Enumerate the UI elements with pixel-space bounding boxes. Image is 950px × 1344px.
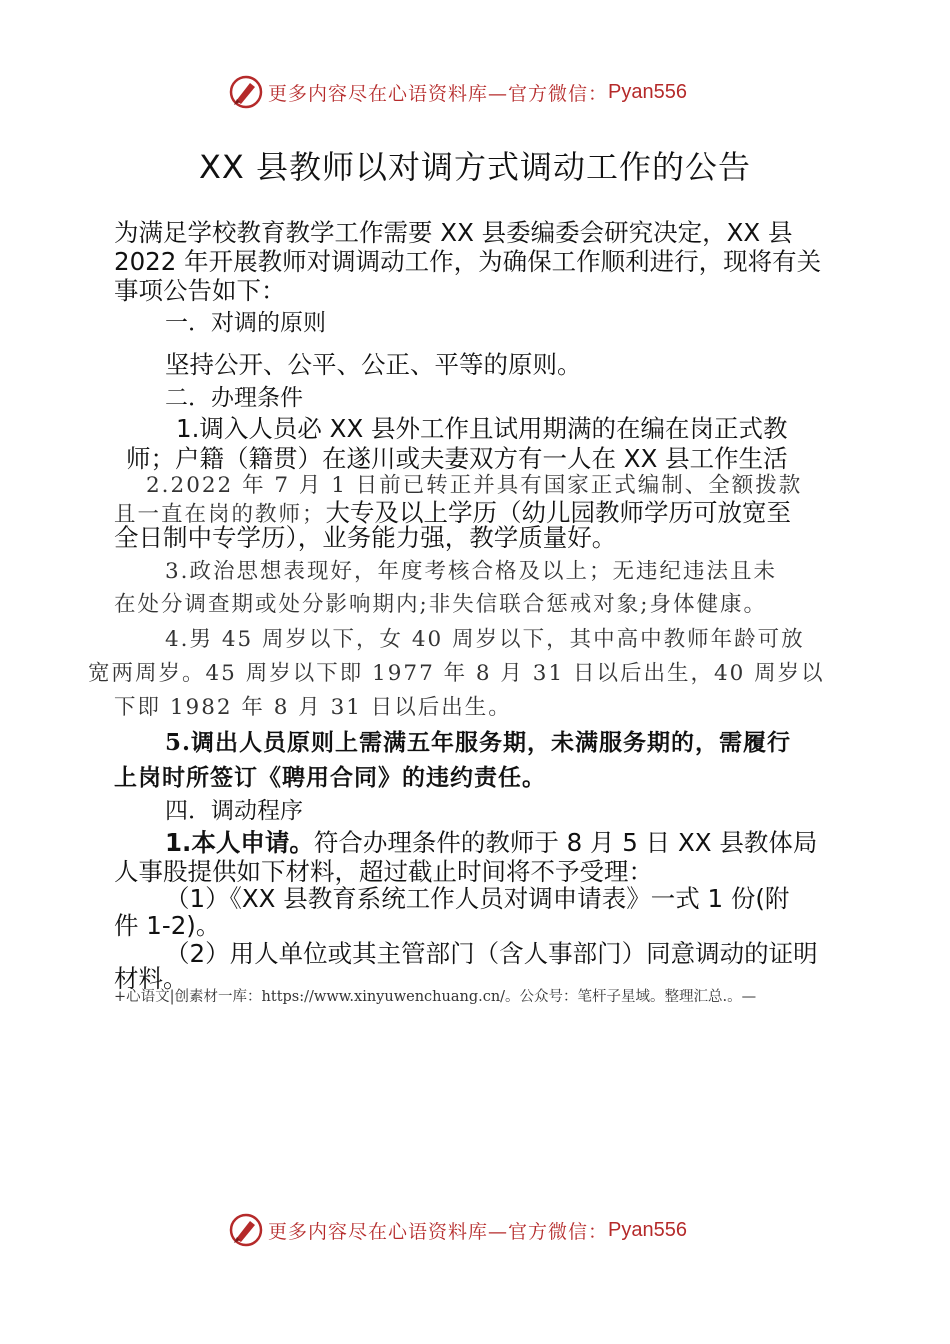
banner-wechat-id: Pyan556 bbox=[608, 80, 687, 103]
pen-logo-icon bbox=[228, 74, 264, 110]
section-2-heading: 二．办理条件 bbox=[165, 385, 303, 411]
intro-line-1: 为满足学校教育教学工作需要 XX 县委编委会研究决定，XX 县 bbox=[114, 218, 793, 247]
footer-source-line: +心语文|创素材一库：https://www.xinyuwenchuang.cn/。公众号：笔杆子星域。整理汇总.。— bbox=[114, 989, 757, 1005]
condition-1-line-2: 师；户籍（籍贯）在遂川或夫妻双方有一人在 XX 县工作生活 bbox=[126, 444, 788, 473]
condition-1-line-1: 1.调入人员必 XX 县外工作且试用期满的在编在岗正式教 bbox=[176, 414, 788, 443]
section-1-text: 坚持公开、公平、公正、平等的原则。 bbox=[165, 350, 582, 379]
procedure-1-text: 符合办理条件的教师于 8 月 5 日 XX 县教体局 bbox=[313, 828, 818, 857]
material-1-line-2: 件 1-2)。 bbox=[114, 911, 221, 940]
intro-line-2: 2022 年开展教师对调调动工作，为确保工作顺利进行，现将有关 bbox=[114, 247, 822, 276]
condition-4-line-3: 下即 1982 年 8 月 31 日以后出生。 bbox=[114, 695, 512, 720]
page-title: XX 县教师以对调方式调动工作的公告 bbox=[198, 148, 752, 186]
banner-text: 更多内容尽在心语资料库— bbox=[268, 1220, 509, 1243]
section-4-heading: 四．调动程序 bbox=[165, 798, 303, 824]
procedure-1-line-2: 人事股提供如下材料，超过截止时间将不予受理： bbox=[114, 857, 653, 886]
condition-5-line-1: 5.调出人员原则上需满五年服务期，未满服务期的，需履行 bbox=[165, 729, 792, 756]
condition-3-line-1: 3.政治思想表现好，年度考核合格及以上；无违纪违法且未 bbox=[165, 559, 778, 584]
procedure-1-bold: 1.本人申请。 bbox=[165, 828, 314, 857]
condition-2-line-3: 全日制中专学历），业务能力强，教学质量好。 bbox=[114, 523, 617, 552]
banner-text: 更多内容尽在心语资料库— bbox=[268, 82, 509, 105]
material-2-line-1: （2）用人单位或其主管部门（含人事部门）同意调动的证明 bbox=[165, 939, 818, 968]
header-banner bbox=[228, 74, 687, 110]
condition-3-line-2: 在处分调查期或处分影响期内;非失信联合惩戒对象;身体健康。 bbox=[114, 592, 767, 617]
condition-2-line-2b: 大专及以上学历（幼儿园教师学历可放宽至 bbox=[325, 498, 792, 527]
condition-2-line-1: 2.2022 年 7 月 1 日前已转正并具有国家正式编制、全额拨款 bbox=[146, 473, 803, 498]
material-2-line-2: 材料。 bbox=[114, 964, 188, 993]
condition-5-line-2: 上岗时所签订《聘用合同》的违约责任。 bbox=[114, 764, 546, 791]
intro-line-3: 事项公告如下： bbox=[114, 276, 286, 305]
material-1-line-1: （1）《XX 县教育系统工作人员对调申请表》一式 1 份(附 bbox=[165, 884, 790, 913]
footer-banner bbox=[228, 1212, 687, 1248]
banner-wechat-id: Pyan556 bbox=[608, 1218, 687, 1241]
condition-4-line-2: 宽两周岁。45 周岁以下即 1977 年 8 月 31 日以后出生，40 周岁以 bbox=[88, 661, 825, 686]
banner-wechat-label: 官方微信： bbox=[508, 1220, 609, 1243]
banner-wechat-label: 官方微信： bbox=[508, 82, 609, 105]
section-1-heading: 一．对调的原则 bbox=[165, 310, 326, 336]
condition-4-line-1: 4.男 45 周岁以下，女 40 周岁以下，其中高中教师年龄可放 bbox=[165, 627, 805, 652]
pen-logo-icon bbox=[228, 1212, 264, 1248]
condition-2-line-2a: 且一直在岗的教师； bbox=[114, 502, 326, 527]
